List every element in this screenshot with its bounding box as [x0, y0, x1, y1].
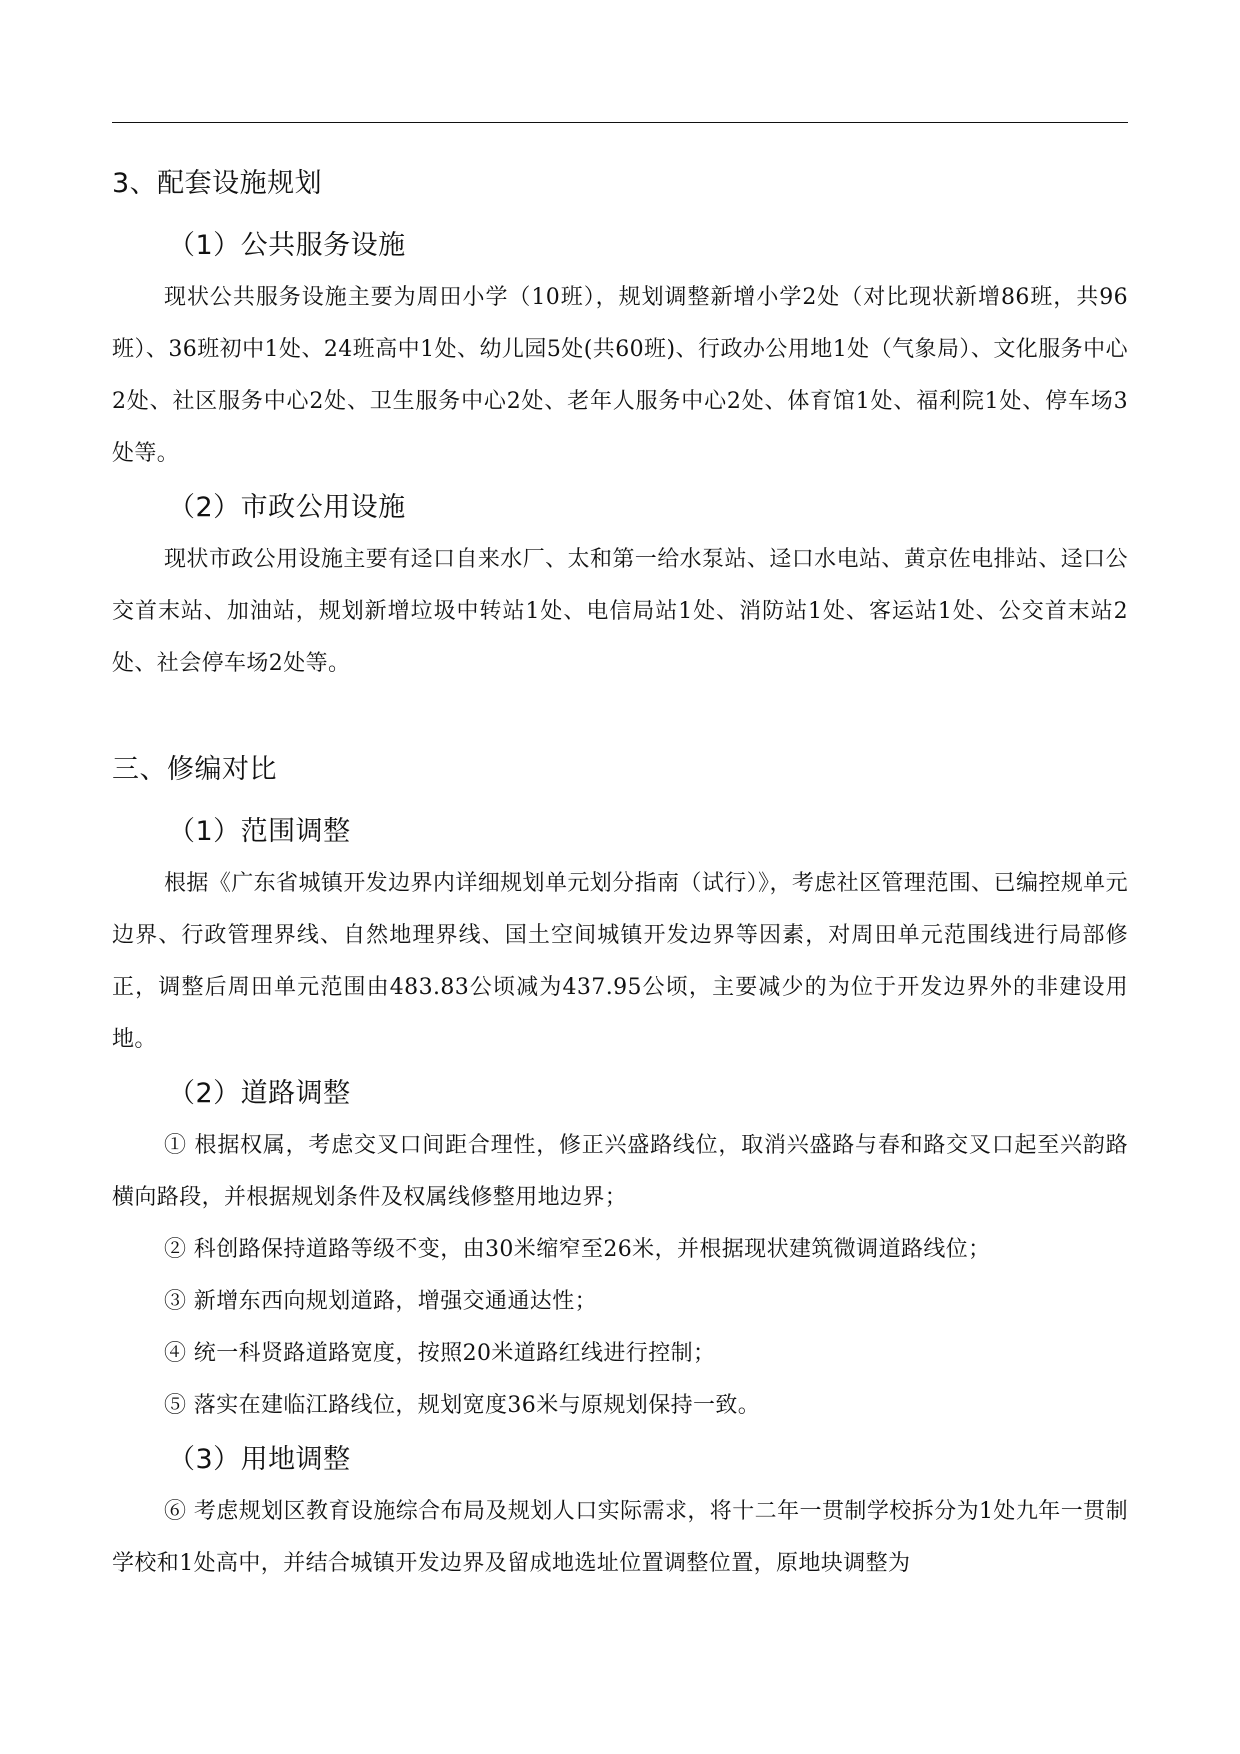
road-item-5: ⑤ 落实在建临江路线位，规划宽度36米与原规划保持一致。: [164, 1393, 761, 1418]
road-item-1: ① 根据权属，考虑交叉口间距合理性，修正兴盛路线位，取消兴盛路与春和路交叉口起至兴韵路横向路段，并根据规划条件及权属线修整用地边界；: [112, 1133, 1128, 1210]
road-item-3: ③ 新增东西向规划道路，增强交通通达性；: [164, 1289, 597, 1314]
section-title-revision-comparison: 三、修编对比: [112, 754, 277, 785]
section-title-facilities: 3、配套设施规划: [112, 168, 323, 199]
land-item-6: ⑥ 考虑规划区教育设施综合布局及规划人口实际需求，将十二年一贯制学校拆分为1处九年一贯制学校和1处高中，并结合城镇开发边界及留成地选址位置调整位置，原地块调整为: [112, 1499, 1128, 1576]
subheading-scope: （1）范围调整: [168, 816, 351, 847]
subheading-roads: （2）道路调整: [168, 1078, 351, 1109]
subheading-public-services: （1）公共服务设施: [168, 230, 406, 261]
paragraph-public-services: 现状公共服务设施主要为周田小学（10班），规划调整新增小学2处（对比现状新增86班，共96班）、36班初中1处、24班高中1处、幼儿园5处(共60班)、行政办公用地1处（气象局）、文化服务中心2处、社区服务中心2处、卫生服务中心2处、老年人服务中心2处、体育馆1处、福利院1处、停车场3处等。: [112, 285, 1128, 466]
header-rule: [112, 122, 1128, 123]
paragraph-municipal: 现状市政公用设施主要有迳口自来水厂、太和第一给水泵站、迳口水电站、黄京佐电排站、迳口公交首末站、加油站，规划新增垃圾中转站1处、电信局站1处、消防站1处、客运站1处、公交首末站2处、社会停车场2处等。: [112, 547, 1128, 676]
subheading-land: （3）用地调整: [168, 1444, 351, 1475]
road-item-2: ② 科创路保持道路等级不变，由30米缩窄至26米，并根据现状建筑微调道路线位；: [164, 1237, 991, 1262]
subheading-municipal: （2）市政公用设施: [168, 492, 406, 523]
road-item-4: ④ 统一科贤路道路宽度，按照20米道路红线进行控制；: [164, 1341, 716, 1366]
paragraph-scope: 根据《广东省城镇开发边界内详细规划单元划分指南（试行）》，考虑社区管理范围、已编控规单元边界、行政管理界线、自然地理界线、国土空间城镇开发边界等因素，对周田单元范围线进行局部修正，调整后周田单元范围由483.83公顷减为437.95公顷，主要减少的为位于开发边界外的非建设用地。: [112, 871, 1128, 1052]
